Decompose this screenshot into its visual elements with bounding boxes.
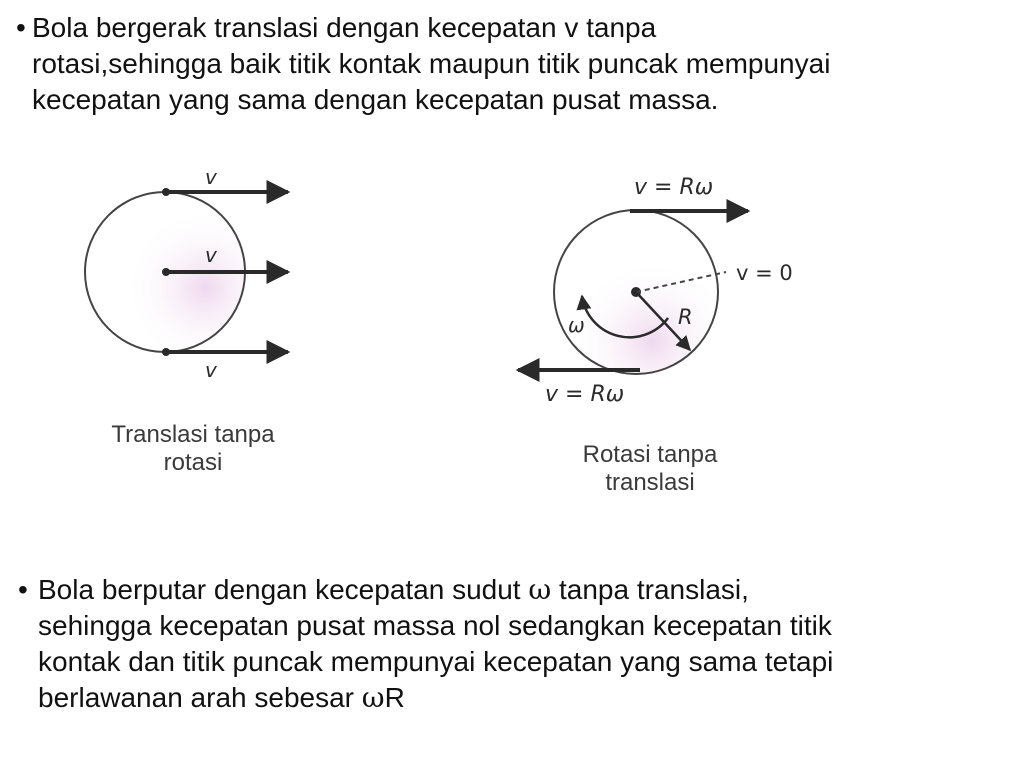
bullet2-line-1-text: Bola berputar dengan kecepatan sudut: [38, 574, 529, 605]
bullet1-line-2: rotasi,sehingga baik titik kontak maupun titik puncak mempunyai: [32, 48, 831, 79]
bullet2-line-2: sehingga kecepatan pusat massa nol sedangkan kecepatan titik: [38, 610, 832, 641]
radius-label: R: [678, 305, 693, 329]
rotation-caption-line-1: Rotasi tanpa: [582, 441, 718, 468]
velocity-label-top: v = Rω: [634, 175, 714, 200]
omega-symbol: ω: [361, 681, 385, 714]
bullet1-line-1: Bola bergerak translasi dengan kecepatan v tanpa: [32, 12, 657, 43]
bullet-rotation-description: [18, 572, 833, 716]
bullet-text: [38, 572, 833, 716]
bullet2-line-1: [38, 572, 833, 608]
bullet-marker: •: [16, 12, 26, 43]
bullet1-line-3: kecepatan yang sama dengan kecepatan pusat massa.: [32, 84, 719, 115]
point-center: [162, 268, 170, 276]
point-top: [162, 188, 170, 196]
velocity-label-bottom: v: [205, 358, 217, 382]
translation-caption-line-1: Translasi tanpa: [111, 421, 275, 448]
velocity-label-center: v: [205, 243, 217, 267]
omega-label: ω: [568, 313, 585, 337]
point-bottom: [162, 348, 170, 356]
translation-caption-line-2: rotasi: [163, 449, 223, 476]
rotation-caption-line-2: translasi: [605, 469, 695, 496]
translation-diagram: [85, 165, 288, 476]
bullet2-line-4: [38, 680, 833, 716]
bullet-marker: •: [18, 574, 28, 605]
bullet2-line-1-text-end: tanpa translasi,: [551, 574, 749, 605]
velocity-label-bottom: v = Rω: [545, 382, 625, 407]
bullet2-line-4-text-end: R: [384, 682, 405, 713]
omega-symbol: ω: [528, 573, 552, 606]
rotation-diagram: [518, 175, 793, 496]
bullet2-line-3: kontak dan titik puncak mempunyai kecepatan yang sama tetapi: [38, 646, 834, 677]
bullet2-line-4-text: berlawanan arah sebesar: [38, 682, 362, 713]
velocity-label-top: v: [205, 165, 217, 189]
velocity-label-right: v = 0: [736, 261, 793, 285]
